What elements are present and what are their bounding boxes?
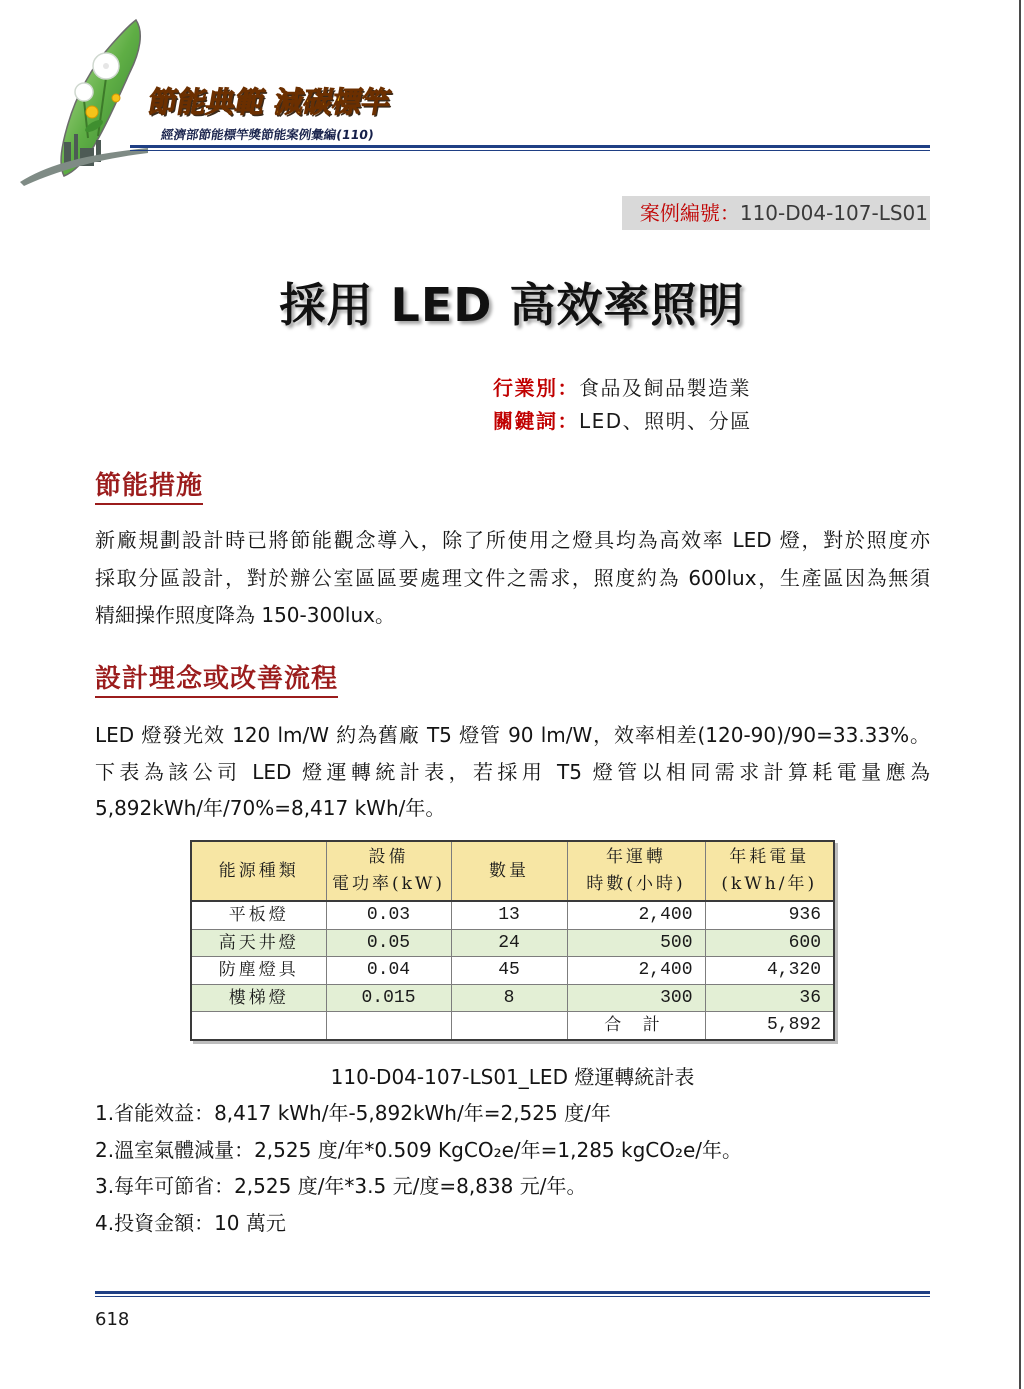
header-line: 時數(小時) <box>586 874 686 894</box>
table-row <box>191 984 834 1012</box>
cell-empty <box>451 1012 567 1040</box>
section-heading-design: 設計理念或改善流程 <box>95 663 338 698</box>
header-energy-type <box>191 841 326 901</box>
header-consumption <box>705 841 834 901</box>
cell-power: 0.015 <box>326 984 451 1012</box>
section-heading-measures: 節能措施 <box>95 470 203 505</box>
cell-energy-type: 平板燈 <box>191 901 326 929</box>
case-number-label: 案例編號： <box>639 201 740 225</box>
header-line: 年運轉 <box>606 847 666 867</box>
cell-total-value: 5,892 <box>705 1012 834 1040</box>
cell-total-label: 合 計 <box>567 1012 705 1040</box>
cell-empty <box>326 1012 451 1040</box>
cell-consumption: 4,320 <box>705 957 834 985</box>
keywords-line <box>493 408 752 435</box>
paragraph-line: 下表為該公司 LED 燈運轉統計表，若採用 T5 燈管以相同需求計算耗電量應為 <box>95 759 930 784</box>
cell-hours: 500 <box>567 929 705 957</box>
header-line: 年耗電量 <box>729 847 810 867</box>
paragraph-line: 新廠規劃設計時已將節能觀念導入，除了所使用之燈具均為高效率 LED 燈，對於照度亦 <box>95 528 930 552</box>
header-quantity <box>451 841 567 901</box>
paragraph-line: 5,892kWh/年/70%=8,417 kWh/年。 <box>95 796 446 820</box>
results-list <box>95 1095 930 1242</box>
list-item: 4.投資金額：10 萬元 <box>95 1211 286 1236</box>
section-body-design <box>95 717 930 827</box>
cell-quantity: 45 <box>451 957 567 985</box>
cell-energy-type: 高天井燈 <box>191 929 326 957</box>
cell-consumption: 936 <box>705 901 834 929</box>
table-header-row <box>191 841 834 901</box>
industry-line <box>493 375 751 402</box>
industry-value: 食品及飼品製造業 <box>579 376 751 400</box>
lighting-stats-table <box>190 840 835 1041</box>
page-edge <box>1019 0 1021 1389</box>
paragraph-line: 採取分區設計，對於辦公室區區要處理文件之需求，照度約為 600lux，生產區因為無須 <box>95 565 930 590</box>
case-number-value: 110-D04-107-LS01 <box>739 201 928 225</box>
brand-title: 節能典範 減碳標竿 <box>145 85 394 119</box>
cell-energy-type: 防塵燈具 <box>191 957 326 985</box>
table-caption: 110-D04-107-LS01_LED 燈運轉統計表 <box>330 1065 695 1089</box>
header-rule <box>130 145 930 151</box>
list-item: 2.溫室氣體減量：2,525 度/年*0.509 KgCO₂e/年=1,285 kgCO₂e/年。 <box>95 1137 743 1162</box>
list-item: 1.省能效益：8,417 kWh/年-5,892kWh/年=2,525 度/年 <box>95 1101 611 1125</box>
footer-rule <box>95 1291 930 1297</box>
header-line: 設備 <box>368 847 409 867</box>
cell-power: 0.05 <box>326 929 451 957</box>
case-number-box <box>622 196 930 230</box>
header-line: 能源種類 <box>218 860 299 881</box>
cell-power: 0.04 <box>326 957 451 985</box>
header-hours <box>567 841 705 901</box>
section-body-measures <box>95 522 930 635</box>
paragraph-line: 精細操作照度降為 150-300lux。 <box>95 603 395 627</box>
brand-subtitle: 經濟部節能標竿獎節能案例彙編(110) <box>160 127 375 142</box>
cell-quantity: 13 <box>451 901 567 929</box>
header-power <box>326 841 451 901</box>
cell-consumption: 36 <box>705 984 834 1012</box>
industry-label: 行業別： <box>493 376 579 400</box>
cell-quantity: 24 <box>451 929 567 957</box>
paragraph-line: LED 燈發光效 120 lm/W 約為舊廠 T5 燈管 90 lm/W，效率相差(120-90)/90=33.33%。 <box>95 723 930 747</box>
page-number: 618 <box>95 1309 130 1330</box>
table-total-row <box>191 1012 834 1040</box>
cell-quantity: 8 <box>451 984 567 1012</box>
cell-hours: 300 <box>567 984 705 1012</box>
keywords-value: LED、照明、分區 <box>579 409 752 433</box>
keywords-label: 關鍵詞： <box>493 409 579 433</box>
cell-empty <box>191 1012 326 1040</box>
table-row <box>191 957 834 985</box>
list-item: 3.每年可節省：2,525 度/年*3.5 元/度=8,838 元/年。 <box>95 1174 587 1199</box>
header-line: 電功率(kW) <box>331 874 446 894</box>
page-title: 採用 LED 高效率照明 <box>279 278 745 332</box>
table-row <box>191 901 834 929</box>
cell-power: 0.03 <box>326 901 451 929</box>
taiwan-logo-icon <box>18 14 148 186</box>
cell-consumption: 600 <box>705 929 834 957</box>
table-row <box>191 929 834 957</box>
cell-hours: 2,400 <box>567 957 705 985</box>
cell-hours: 2,400 <box>567 901 705 929</box>
header-line: 數量 <box>489 860 529 881</box>
header-line: (kWh/年) <box>721 874 818 894</box>
cell-energy-type: 樓梯燈 <box>191 984 326 1012</box>
